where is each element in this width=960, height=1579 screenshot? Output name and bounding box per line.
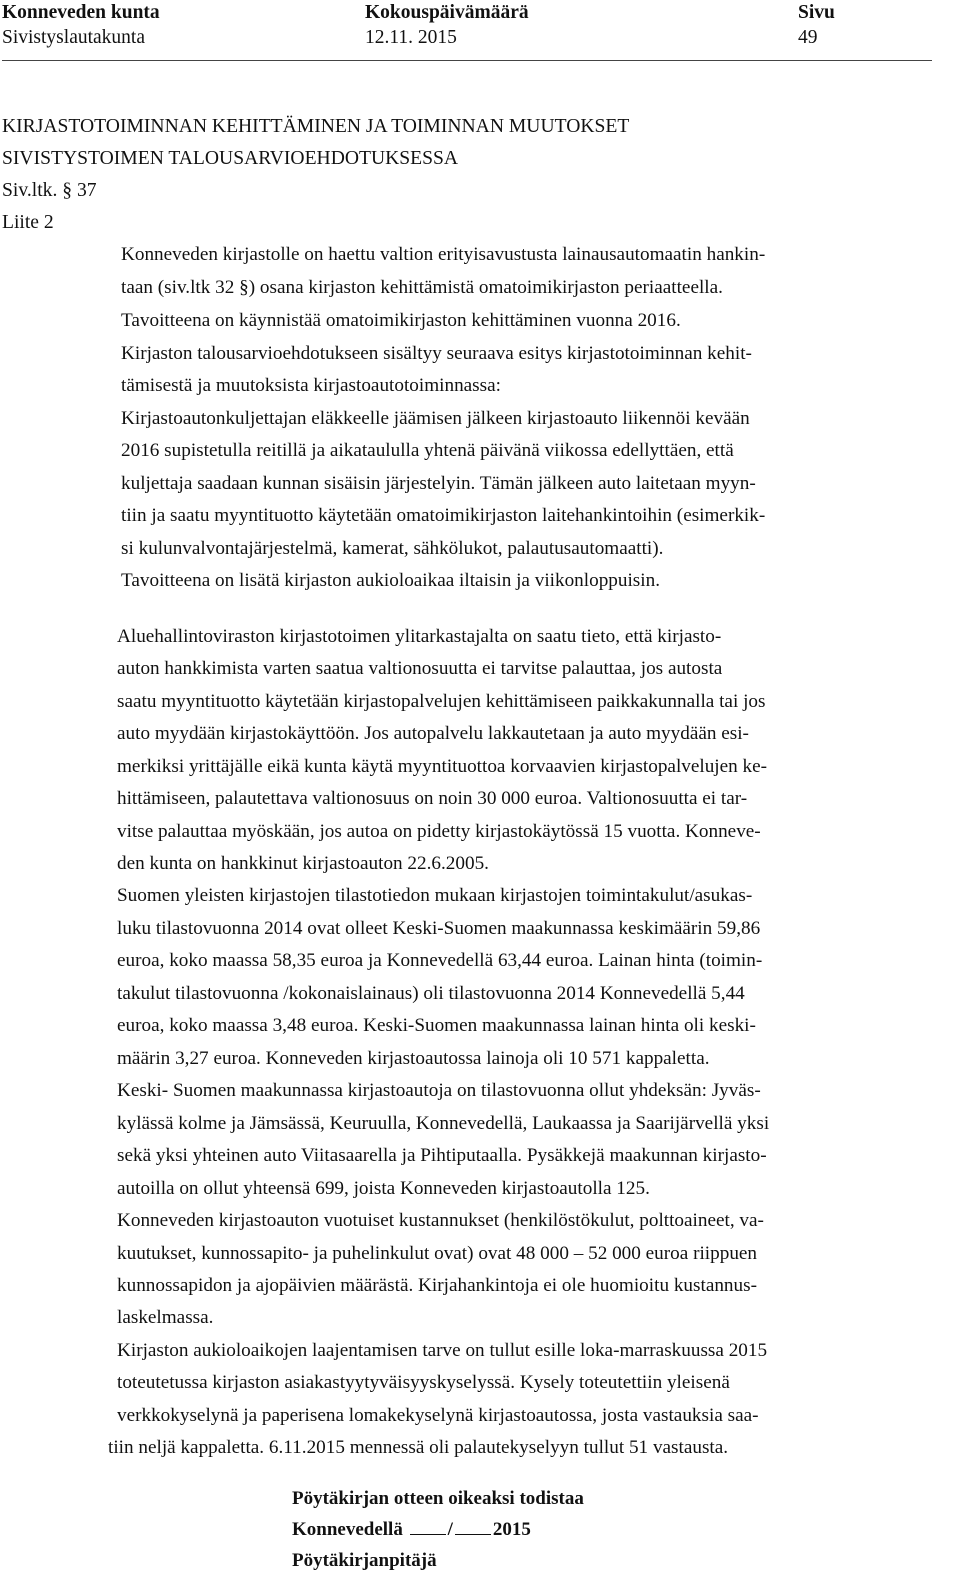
certification-footer	[292, 1483, 584, 1576]
header-labels	[2, 0, 932, 26]
body-line: Konneveden kirjastoauton vuotuiset kustannukset (henkilöstökulut, polttoaineet, va-	[117, 1210, 764, 1231]
body-line: Kirjaston talousarvioehdotukseen sisältyy seuraava esitys kirjastotoiminnan kehit-	[121, 343, 752, 364]
body-line: euroa, koko maassa 58,35 euroa ja Konnevedellä 63,44 euroa. Lainan hinta (toimin-	[117, 950, 763, 971]
certification-place-date	[292, 1514, 584, 1545]
body-line: tiin ja saatu myyntituotto käytetään omatoimikirjaston laitehankintoihin (esimerkik-	[121, 505, 766, 526]
body-line: 2016 supistetulla reitillä ja aikataululla yhtenä päivänä viikossa edellyttäen, että	[121, 440, 734, 461]
body-line: määrin 3,27 euroa. Konneveden kirjastoautossa lainoja oli 10 571 kappaletta.	[117, 1048, 710, 1069]
body-line: kuutukset, kunnossapito- ja puhelinkulut ovat) ovat 48 000 – 52 000 euroa riippuen	[117, 1243, 758, 1264]
body-line: saatu myyntituotto käytetään kirjastopalvelujen kehittämiseen paikkakunnalla tai jos	[117, 691, 766, 712]
date-day-blank	[410, 1516, 446, 1535]
section-reference: Siv.ltk. § 37	[2, 180, 97, 201]
section-title	[2, 111, 932, 239]
header-page-number: 49	[798, 27, 818, 48]
body-line: kunnossapidon ja ajopäivien määrästä. Kirjahankintoja ei ole huomioitu kustannus-	[117, 1275, 757, 1296]
header-meeting-date-label: Kokouspäivämäärä	[365, 2, 529, 23]
attachment-label: Liite 2	[2, 212, 54, 233]
body-line: Aluehallintoviraston kirjastotoimen ylitarkastajalta on saatu tieto, että kirjasto-	[117, 626, 722, 647]
title-line-1: KIRJASTOTOIMINNAN KEHITTÄMINEN JA TOIMINNAN MUUTOKSET	[2, 116, 630, 137]
body-line: den kunta on hankkinut kirjastoauton 22.6.2005.	[117, 853, 489, 874]
body-line: takulut tilastovuonna /kokonaislainaus) oli tilastovuonna 2014 Konnevedellä 5,44	[117, 983, 745, 1004]
header-values	[2, 25, 932, 51]
date-month-blank	[455, 1516, 491, 1535]
minutes-keeper-label: Pöytäkirjanpitäjä	[292, 1550, 437, 1571]
body-line: Konneveden kirjastolle on haettu valtion erityisavustusta lainausautomaatin hankin-	[121, 244, 766, 265]
header-municipality: Konneveden kunta	[2, 2, 160, 23]
body-line: auton hankkimista varten saatua valtionosuutta ei tarvitse palauttaa, jos autosta	[117, 658, 723, 679]
certification-place: Konnevedellä	[292, 1519, 403, 1540]
header-meeting-date: 12.11. 2015	[365, 27, 457, 48]
body-line: tämisestä ja muutoksista kirjastoautotoiminnassa:	[121, 375, 501, 396]
body-line: Suomen yleisten kirjastojen tilastotiedon mukaan kirjastojen toimintakulut/asukas-	[117, 885, 753, 906]
body-line: si kulunvalvontajärjestelmä, kamerat, sähkölukot, palautusautomaatti).	[121, 538, 664, 559]
body-line: merkiksi yrittäjälle eikä kunta käytä myyntituottoa korvaavien kirjastopalvelujen ke-	[117, 756, 768, 777]
body-line: Tavoitteena on lisätä kirjaston aukioloaikaa iltaisin ja viikonloppuisin.	[121, 570, 660, 591]
body-line: kuljettaja saadaan kunnan sisäisin järjestelyin. Tämän jälkeen auto laitetaan myyn-	[121, 473, 756, 494]
body-line: luku tilastovuonna 2014 ovat olleet Keski-Suomen maakunnassa keskimäärin 59,86	[117, 918, 761, 939]
body-line: taan (siv.ltk 32 §) osana kirjaston kehittämistä omatoimikirjaston periaatteella.	[121, 277, 723, 298]
body-line: Kirjastoautonkuljettajan eläkkeelle jäämisen jälkeen kirjastoauto liikennöi kevään	[121, 408, 750, 429]
body-line: euroa, koko maassa 3,48 euroa. Keski-Suomen maakunnassa lainan hinta oli keski-	[117, 1015, 756, 1036]
body-line: vitse palauttaa myöskään, jos autoa on pidetty kirjastokäytössä 15 vuotta. Konneve-	[117, 821, 761, 842]
body-line: sekä yksi yhteinen auto Viitasaarella ja Pihtiputaalla. Pysäkkejä maakunnan kirjasto-	[117, 1145, 767, 1166]
date-separator: /	[447, 1519, 453, 1540]
header-committee: Sivistyslautakunta	[2, 27, 145, 48]
body-line: laskelmassa.	[117, 1307, 214, 1328]
body-line: hittämiseen, palautettava valtionosuus on noin 30 000 euroa. Valtionosuutta ei tar-	[117, 788, 748, 809]
body-line: auto myydään kirjastokäyttöön. Jos autopalvelu lakkautetaan ja auto myydään esi-	[117, 723, 749, 744]
body-line: kylässä kolme ja Jämsässä, Keuruulla, Konnevedellä, Laukaassa ja Saarijärvellä yksi	[117, 1113, 770, 1134]
body-line: Keski- Suomen maakunnassa kirjastoautoja on tilastovuonna ollut yhdeksän: Jyväs-	[117, 1080, 761, 1101]
body-line: Kirjaston aukioloaikojen laajentamisen tarve on tullut esille loka-marraskuussa 2015	[117, 1340, 768, 1361]
header-divider	[2, 60, 932, 61]
header-page-label: Sivu	[798, 2, 835, 23]
title-line-2: SIVISTYSTOIMEN TALOUSARVIOEHDOTUKSESSA	[2, 148, 459, 169]
body-line: autoilla on ollut yhteensä 699, joista Konneveden kirjastoautolla 125.	[117, 1178, 650, 1199]
body-line: toteutetussa kirjaston asiakastyytyväisyyskyselyssä. Kysely toteutettiin yleisenä	[117, 1372, 730, 1393]
body-line: tiin neljä kappaletta. 6.11.2015 mennessä oli palautekyselyyn tullut 51 vastausta.	[108, 1437, 729, 1458]
body-line: verkkokyselynä ja paperisena lomakekyselynä kirjastoautossa, josta vastauksia saa-	[117, 1405, 759, 1426]
certification-statement: Pöytäkirjan otteen oikeaksi todistaa	[292, 1488, 584, 1509]
body-line: Tavoitteena on käynnistää omatoimikirjaston kehittäminen vuonna 2016.	[121, 310, 681, 331]
date-year: 2015	[492, 1519, 531, 1540]
